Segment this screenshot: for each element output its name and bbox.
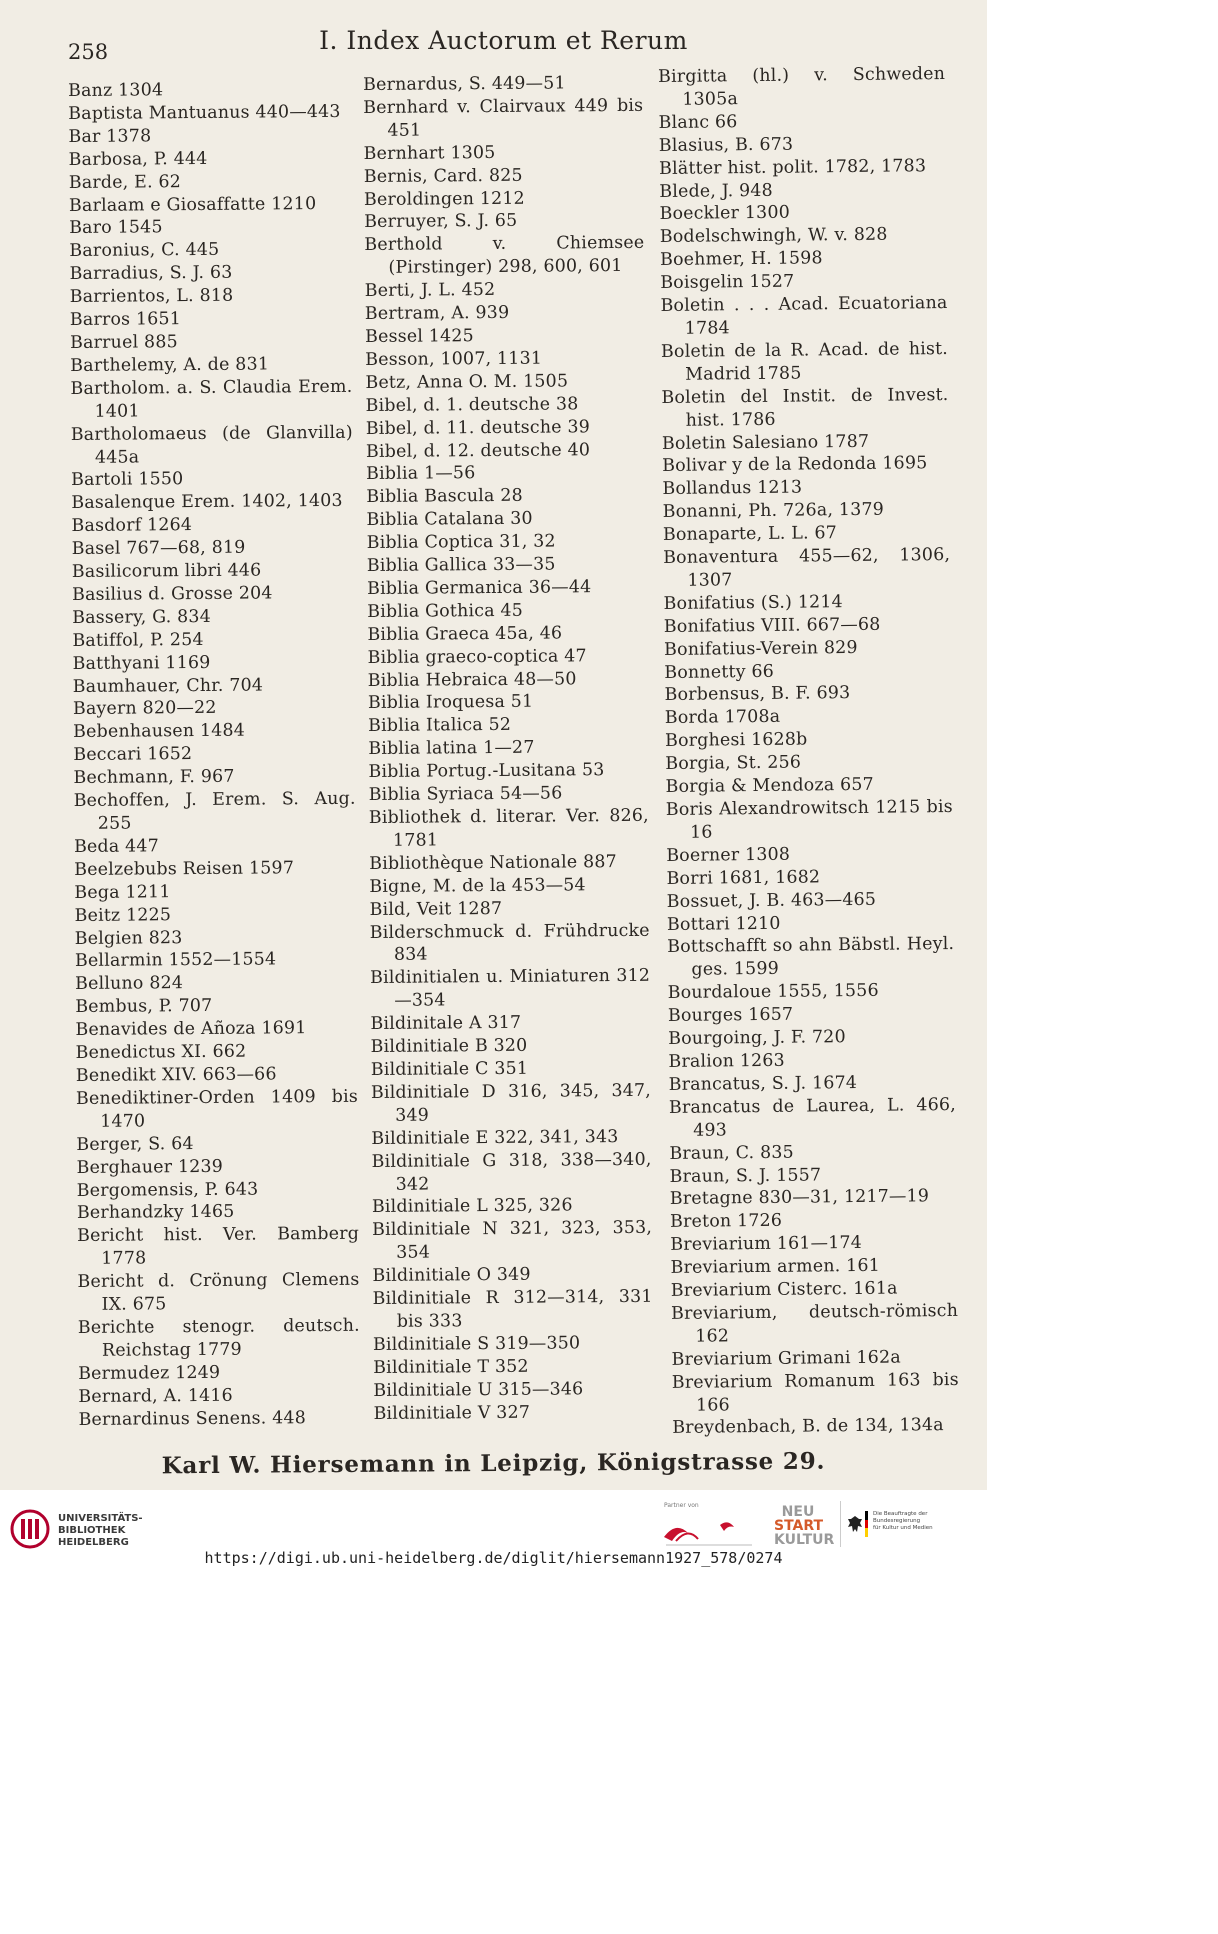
index-entry: Bebenhausen 1484 bbox=[73, 721, 246, 743]
index-entry: Borgia, St. 256 bbox=[665, 752, 802, 775]
index-entry: Breviarium 161—174 bbox=[670, 1233, 863, 1256]
index-entry: Bigne, M. de la 453—54 bbox=[369, 874, 586, 897]
index-entry: Boris Alexandrowitsch 1215 bis 16 bbox=[665, 796, 953, 843]
index-entry: Berhandzky 1465 bbox=[76, 1202, 235, 1224]
index-entry: Bildinitiale R 312—314, 331 bis 333 bbox=[372, 1286, 653, 1332]
index-entry: Bourgoing, J. F. 720 bbox=[668, 1027, 846, 1050]
index-entry: Blanc 66 bbox=[658, 111, 738, 133]
index-entry: Borda 1708a bbox=[664, 707, 781, 729]
index-entry: Bildinitiale G 318, 338—340, 342 bbox=[371, 1149, 652, 1195]
index-entry: Bibliothèque Nationale 887 bbox=[369, 851, 617, 874]
index-entry: Birgitta (hl.) v. Schweden 1305a bbox=[658, 63, 946, 110]
index-entry: Benediktiner-Orden 1409 bis 1470 bbox=[75, 1086, 359, 1132]
index-entry: Bonanni, Ph. 726a, 1379 bbox=[662, 499, 885, 523]
index-entry: Barruel 885 bbox=[69, 332, 178, 353]
index-column-2 bbox=[363, 72, 654, 1426]
running-title: I. Index Auctorum et Rerum bbox=[319, 26, 688, 55]
index-entry: Biblia Hebraica 48—50 bbox=[367, 668, 577, 691]
index-entry: Breydenbach, B. de 134, 134a bbox=[672, 1415, 944, 1439]
index-entry: Beccari 1652 bbox=[73, 744, 193, 766]
index-entry: Baumhauer, Chr. 704 bbox=[72, 675, 264, 697]
library-banner bbox=[0, 1497, 987, 1934]
bundesadler-icon bbox=[847, 1515, 863, 1533]
index-entry: Bourges 1657 bbox=[667, 1004, 794, 1027]
index-entry: Bericht d. Crönung Clemens IX. 675 bbox=[77, 1269, 360, 1315]
index-entry: Bechmann, F. 967 bbox=[73, 766, 235, 789]
index-entry: Bessel 1425 bbox=[364, 326, 474, 347]
index-entry: Biblia Graeca 45a, 46 bbox=[367, 623, 563, 645]
index-entry: Baronius, C. 445 bbox=[69, 240, 220, 262]
index-entry: Breviarium, deutsch-römisch 162 bbox=[670, 1300, 959, 1347]
index-entry: Bonaparte, L. L. 67 bbox=[662, 523, 838, 546]
index-entry: Bernhard v. Clairvaux 449 bis 451 bbox=[363, 95, 644, 141]
index-entry: Beda 447 bbox=[73, 836, 160, 857]
index-entry: Bretagne 830—31, 1217—19 bbox=[669, 1186, 930, 1210]
index-entry: Biblia Syriaca 54—56 bbox=[368, 783, 563, 806]
index-entry: Brancatus, S. J. 1674 bbox=[668, 1072, 858, 1095]
partner-label: Partner von bbox=[664, 1502, 699, 1509]
index-entry: Boisgelin 1527 bbox=[660, 271, 795, 294]
index-entry: Bibliothek d. literar. Ver. 826, 1781 bbox=[368, 805, 649, 851]
index-entry: Biblia Portug.-Lusitana 53 bbox=[368, 760, 605, 783]
index-entry: Blätter hist. polit. 1782, 1783 bbox=[658, 155, 927, 179]
index-entry: Bildinitale A 317 bbox=[370, 1012, 522, 1035]
index-entry: Baptista Mantuanus 440—443 bbox=[68, 101, 341, 124]
page-number: 258 bbox=[68, 40, 109, 64]
index-entry: Boeckler 1300 bbox=[659, 203, 791, 225]
index-entry: Berichte stenogr. deutsch. Reichstag 1779 bbox=[77, 1315, 360, 1361]
index-entry: Bild, Veit 1287 bbox=[369, 898, 503, 920]
index-column-1 bbox=[68, 78, 361, 1432]
index-entry: Boletin de la R. Acad. de hist. Madrid 1785 bbox=[660, 338, 949, 385]
index-entry: Bar 1378 bbox=[68, 126, 152, 147]
index-entry: Biblia Bascula 28 bbox=[366, 486, 523, 508]
index-entry: Bourdaloue 1555, 1556 bbox=[667, 980, 879, 1004]
neustart-kultur-logo[interactable]: NEU START KULTUR bbox=[774, 1504, 835, 1548]
index-entry: Boerner 1308 bbox=[666, 844, 791, 866]
index-entry: Bodelschwingh, W. v. 828 bbox=[659, 224, 888, 248]
index-entry: Bildinitiale U 315—346 bbox=[373, 1378, 584, 1401]
index-entry: Bolivar y de la Redonda 1695 bbox=[662, 453, 928, 477]
index-entry: Barradius, S. J. 63 bbox=[69, 262, 233, 285]
index-entry: Bralion 1263 bbox=[668, 1050, 785, 1072]
index-entry: Bellarmin 1552—1554 bbox=[74, 949, 277, 972]
index-entry: Bonifatius-Verein 829 bbox=[664, 637, 858, 660]
index-entry: Bernhart 1305 bbox=[363, 142, 496, 164]
index-entry: Banz 1304 bbox=[68, 80, 164, 101]
index-entry: Bembus, P. 707 bbox=[75, 996, 213, 1018]
index-entry: Batiffol, P. 254 bbox=[72, 629, 204, 651]
index-entry: Bildinitiale O 349 bbox=[372, 1264, 531, 1287]
index-entry: Belluno 824 bbox=[75, 973, 184, 995]
index-entry: Berti, J. L. 452 bbox=[364, 280, 496, 302]
index-entry: Basel 767—68, 819 bbox=[71, 537, 246, 560]
index-entry: Beroldingen 1212 bbox=[363, 188, 525, 210]
index-entry: Besson, 1007, 1131 bbox=[365, 348, 543, 370]
index-entry: Biblia Coptica 31, 32 bbox=[366, 531, 556, 554]
index-entry: Bildinitiale C 351 bbox=[370, 1058, 529, 1080]
index-entry: Bassery, G. 834 bbox=[72, 606, 212, 628]
index-entry: Bildinitialen u. Miniaturen 312—354 bbox=[370, 966, 651, 1012]
index-entry: Biblia Gothica 45 bbox=[367, 600, 524, 622]
index-entry: Barros 1651 bbox=[69, 309, 182, 331]
index-entry: Bartholomaeus (de Glanvilla) 445a bbox=[70, 422, 353, 468]
index-entry: Berghauer 1239 bbox=[76, 1156, 224, 1178]
index-entry: Baro 1545 bbox=[69, 217, 163, 239]
index-entry: Biblia Catalana 30 bbox=[366, 508, 533, 531]
index-entry: Bottschafft so ahn Bäbstl. Heyl. ges. 1599 bbox=[667, 934, 955, 981]
index-entry: Borbensus, B. F. 693 bbox=[664, 683, 851, 706]
index-entry: Beelzebubs Reisen 1597 bbox=[74, 858, 295, 880]
index-entry: Bega 1211 bbox=[74, 881, 171, 903]
index-entry: Boehmer, H. 1598 bbox=[659, 248, 823, 271]
index-entry: Beitz 1225 bbox=[74, 904, 172, 926]
index-entry: Bayern 820—22 bbox=[72, 698, 217, 720]
index-entry: Bernardus, S. 449—51 bbox=[363, 73, 566, 95]
index-entry: Barlaam e Giosaffatte 1210 bbox=[68, 193, 317, 216]
index-entry: Betz, Anna O. M. 1505 bbox=[365, 371, 569, 393]
index-entry: Biblia Italica 52 bbox=[368, 715, 512, 737]
index-entry: Batthyani 1169 bbox=[72, 652, 211, 674]
index-entry: Biblia Gallica 33—35 bbox=[366, 554, 556, 577]
index-entry: Bermudez 1249 bbox=[78, 1362, 221, 1384]
permalink-url[interactable]: https://digi.ub.uni-heidelberg.de/diglit/hiersemann1927_578/0274 bbox=[204, 1549, 783, 1567]
index-entry: Bildinitiale D 316, 345, 347, 349 bbox=[370, 1080, 652, 1126]
index-entry: Berger, S. 64 bbox=[76, 1133, 194, 1155]
index-entry: Bossuet, J. B. 463—465 bbox=[666, 889, 877, 912]
index-entry: Bernis, Card. 825 bbox=[363, 165, 523, 187]
index-entry: Berruyer, S. J. 65 bbox=[364, 211, 518, 233]
index-entry: Bonifatius (S.) 1214 bbox=[663, 591, 843, 614]
index-entry: Bonaventura 455—62, 1306, 1307 bbox=[663, 544, 951, 591]
index-entry: Bertram, A. 939 bbox=[364, 302, 510, 325]
index-entry: Belgien 823 bbox=[74, 927, 183, 949]
index-entry: Biblia Iroquesa 51 bbox=[367, 692, 534, 714]
index-entry: Bericht hist. Ver. Bamberg 1778 bbox=[77, 1224, 360, 1269]
library-name[interactable]: UNIVERSITÄTS- BIBLIOTHEK HEIDELBERG bbox=[58, 1513, 143, 1548]
index-entry: Bollandus 1213 bbox=[662, 477, 803, 500]
index-entry: Barbosa, P. 444 bbox=[68, 148, 208, 170]
index-entry: Braun, C. 835 bbox=[669, 1142, 794, 1164]
index-entry: Biblia graeco-coptica 47 bbox=[367, 645, 587, 668]
index-entry: Bernardinus Senens. 448 bbox=[78, 1407, 307, 1430]
index-entry: Borri 1681, 1682 bbox=[666, 867, 821, 889]
index-entry: Bibel, d. 11. deutsche 39 bbox=[365, 416, 591, 439]
index-entry: Bildinitiale E 322, 341, 343 bbox=[371, 1126, 619, 1149]
index-entry: Barde, E. 62 bbox=[68, 171, 182, 193]
index-entry: Benedikt XIV. 663—66 bbox=[75, 1064, 277, 1086]
index-entry: Basilius d. Grosse 204 bbox=[71, 583, 273, 605]
index-entry: Benedictus XI. 662 bbox=[75, 1041, 247, 1064]
index-entry: Bonifatius VIII. 667—68 bbox=[663, 614, 881, 637]
index-entry: Borghesi 1628b bbox=[664, 729, 808, 752]
index-entry: Breviarium Romanum 163 bis 166 bbox=[671, 1369, 959, 1416]
index-entry: Brancatus de Laurea, L. 466, 493 bbox=[668, 1094, 956, 1141]
index-entry: Benavides de Añoza 1691 bbox=[75, 1018, 307, 1041]
index-entry: Berthold v. Chiemsee (Pirstinger) 298, 600, 601 bbox=[364, 233, 645, 279]
index-entry: Bildinitiale V 327 bbox=[373, 1402, 531, 1424]
index-entry: Bechoffen, J. Erem. S. Aug. 255 bbox=[73, 788, 356, 834]
index-entry: Bildinitiale T 352 bbox=[373, 1356, 529, 1378]
index-entry: Bartoli 1550 bbox=[71, 469, 184, 491]
index-entry: Blasius, B. 673 bbox=[658, 134, 794, 156]
index-entry: Bildinitiale B 320 bbox=[370, 1035, 528, 1058]
index-entry: Boletin Salesiano 1787 bbox=[661, 431, 870, 454]
index-entry: Bottari 1210 bbox=[666, 913, 781, 935]
index-column-3 bbox=[658, 63, 959, 1440]
publisher-imprint: Karl W. Hiersemann in Leipzig, Königstrasse 29. bbox=[161, 1447, 826, 1480]
index-entry: Bildinitiale N 321, 323, 353, 354 bbox=[372, 1218, 653, 1263]
index-entry: Bildinitiale L 325, 326 bbox=[371, 1195, 573, 1218]
bkm-logo[interactable] bbox=[840, 1501, 967, 1547]
index-entry: Blede, J. 948 bbox=[659, 180, 774, 202]
index-entry: Breviarium Grimani 162a bbox=[671, 1347, 901, 1370]
index-entry: Breviarium Cisterc. 161a bbox=[670, 1278, 898, 1301]
index-entry: Basdorf 1264 bbox=[71, 515, 193, 537]
bkm-text: Die Beauftragte der Bundesregierung für Kultur und Medien bbox=[873, 1511, 933, 1531]
index-entry: Biblia latina 1—27 bbox=[368, 737, 535, 760]
index-entry: Biblia Germanica 36—44 bbox=[366, 577, 592, 599]
index-entry: Bernard, A. 1416 bbox=[78, 1385, 233, 1407]
index-entry: Braun, S. J. 1557 bbox=[669, 1164, 822, 1187]
index-entry: Basilicorum libri 446 bbox=[71, 560, 262, 583]
index-entry: Bildinitiale S 319—350 bbox=[372, 1333, 581, 1355]
index-entry: Basalenque Erem. 1402, 1403 bbox=[71, 491, 343, 514]
index-entry: Biblia 1—56 bbox=[366, 463, 476, 485]
index-entry: Boletin . . . Acad. Ecuatoriana 1784 bbox=[660, 293, 948, 339]
index-entry: Bibel, d. 1. deutsche 38 bbox=[365, 394, 579, 416]
index-entry: Barthelemy, A. de 831 bbox=[70, 354, 270, 376]
dbb-partner-logo-icon[interactable] bbox=[658, 1511, 758, 1551]
index-entry: Bartholom. a. S. Claudia Erem. 1401 bbox=[70, 376, 353, 422]
index-entry: Bibel, d. 12. deutsche 40 bbox=[365, 439, 591, 462]
index-entry: Barrientos, L. 818 bbox=[69, 285, 234, 308]
german-flag-stripe bbox=[865, 1511, 868, 1537]
index-entry: Borgia & Mendoza 657 bbox=[665, 774, 874, 798]
ub-heidelberg-logo-icon[interactable] bbox=[10, 1509, 50, 1549]
index-entry: Breviarium armen. 161 bbox=[670, 1255, 881, 1279]
index-entry: Boletin del Instit. de Invest. hist. 1786 bbox=[661, 384, 949, 431]
index-entry: Breton 1726 bbox=[670, 1211, 783, 1233]
index-entry: Bergomensis, P. 643 bbox=[76, 1179, 259, 1201]
index-entry: Bilderschmuck d. Frühdrucke 834 bbox=[369, 920, 650, 966]
index-entry: Bonnetty 66 bbox=[664, 661, 775, 683]
